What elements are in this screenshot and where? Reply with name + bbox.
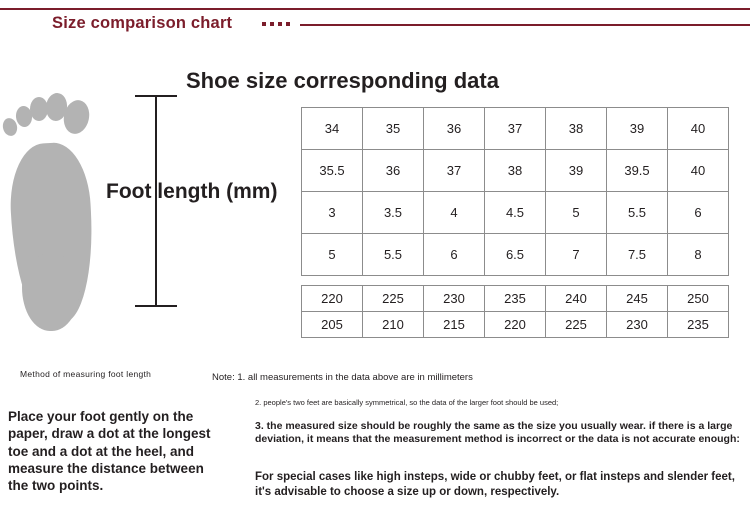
note-2: 2. people's two feet are basically symmetrical, so the data of the larger foot should be used; [255,398,559,407]
foot-heel-shape [22,253,80,331]
table-cell: 36 [363,150,424,192]
table-cell: 39.5 [607,150,668,192]
table-cell: 38 [485,150,546,192]
table-cell: 7 [546,234,607,276]
table-cell: 240 [546,286,607,312]
table-cell: 6 [424,234,485,276]
millimeter-table [301,285,729,338]
table-cell: 7.5 [607,234,668,276]
table-cell: 38 [546,108,607,150]
table-cell: 225 [546,312,607,338]
method-label: Method of measuring foot length [20,369,152,379]
table-cell: 8 [668,234,729,276]
foot-length-label: Foot length (mm) [106,180,278,203]
table-cell: 39 [546,150,607,192]
table-cell: 34 [302,108,363,150]
table-row [302,286,729,312]
table-cell: 205 [302,312,363,338]
header-top-rule [0,8,750,10]
table-cell: 5 [302,234,363,276]
table-cell: 37 [424,150,485,192]
table-cell: 40 [668,150,729,192]
table-cell: 230 [607,312,668,338]
table-row [302,234,729,276]
measure-cap-top [135,95,177,97]
table-row [302,150,729,192]
table-cell: 3 [302,192,363,234]
table-cell: 5.5 [607,192,668,234]
toe-third-icon [30,97,48,121]
table-cell: 4.5 [485,192,546,234]
table-cell: 36 [424,108,485,150]
table-cell: 230 [424,286,485,312]
table-row [302,192,729,234]
shoe-size-title: Shoe size corresponding data [186,68,499,93]
table-cell: 235 [668,312,729,338]
table-cell: 35 [363,108,424,150]
table-cell: 37 [485,108,546,150]
table-cell: 4 [424,192,485,234]
table-row [302,108,729,150]
table-cell: 6.5 [485,234,546,276]
note-4: For special cases like high insteps, wide or chubby feet, or flat insteps and slender feet, it's advisable to choose a size up or down, respectively. [255,471,735,498]
table-cell: 5.5 [363,234,424,276]
table-cell: 220 [302,286,363,312]
header-dots-decoration [262,22,290,26]
note-3: 3. the measured size should be roughly the same as the size you usually wear. if there is a large deviation, it means that the measurement method is incorrect or the data is not accurate enough: [255,420,740,446]
table-cell: 235 [485,286,546,312]
page-title: Size comparison chart [52,14,233,32]
table-cell: 215 [424,312,485,338]
note-1: Note: 1. all measurements in the data above are in millimeters [212,372,473,383]
table-cell: 39 [607,108,668,150]
table-cell: 40 [668,108,729,150]
table-cell: 220 [485,312,546,338]
table-cell: 245 [607,286,668,312]
foot-illustration [0,85,200,340]
table-cell: 225 [363,286,424,312]
table-row [302,312,729,338]
measuring-instructions: Place your foot gently on the paper, draw a dot at the longest toe and a dot at the heel, and measure the distance between the two points. [8,409,211,494]
header-right-rule [300,24,750,26]
table-cell: 5 [546,192,607,234]
shoe-size-table [301,107,729,276]
table-cell: 3.5 [363,192,424,234]
table-cell: 35.5 [302,150,363,192]
measure-cap-bottom [135,305,177,307]
table-cell: 250 [668,286,729,312]
table-cell: 210 [363,312,424,338]
table-cell: 6 [668,192,729,234]
